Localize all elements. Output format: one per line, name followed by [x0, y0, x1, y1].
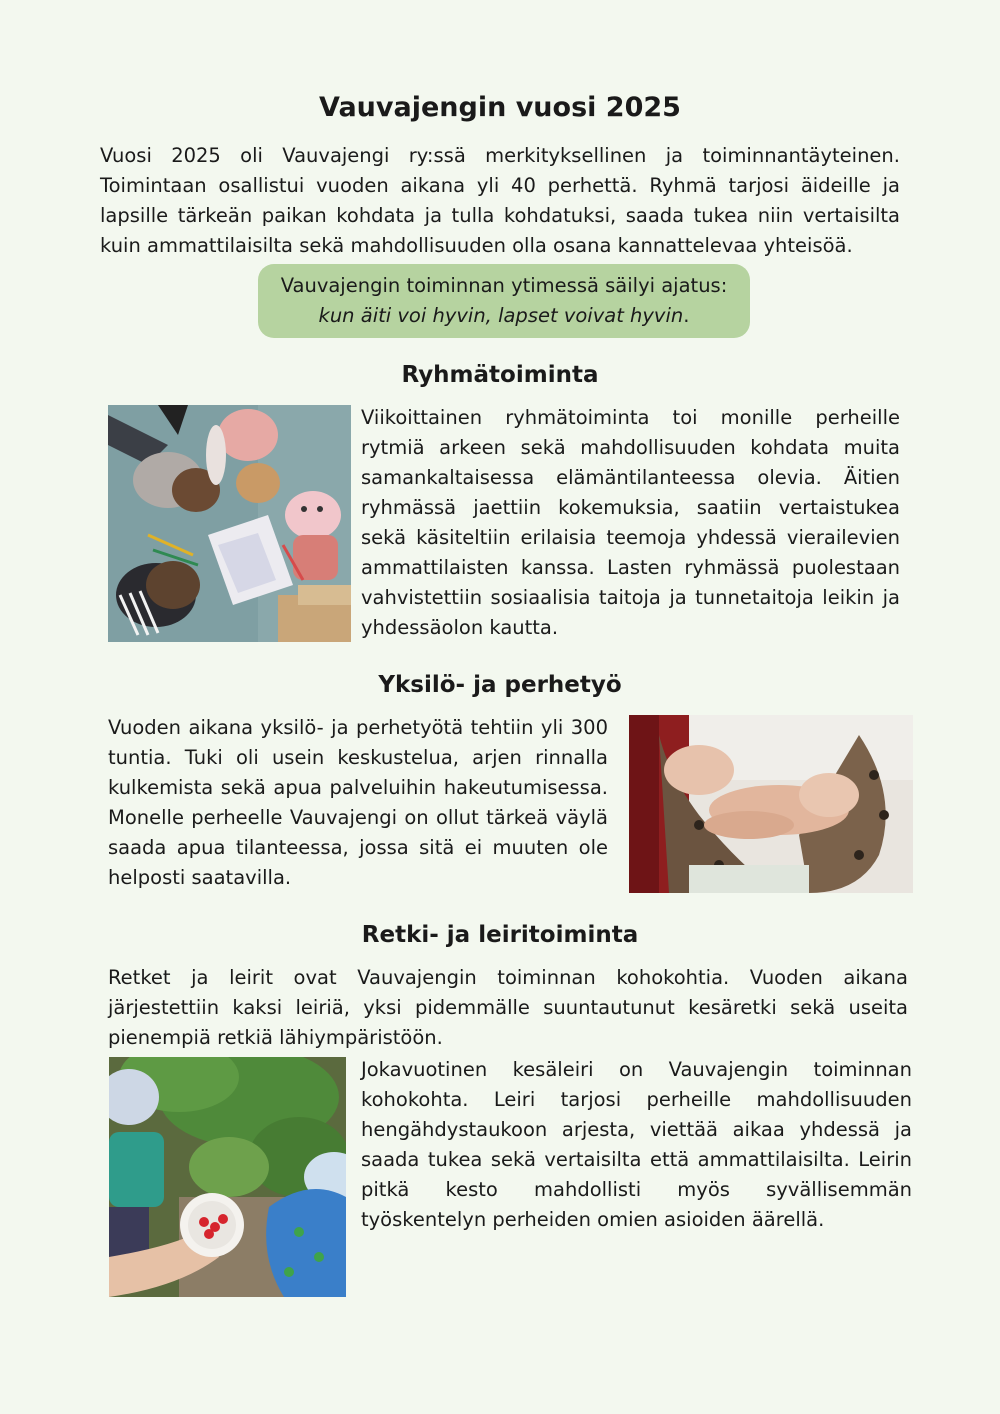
individual-work-paragraph: Vuoden aikana yksilö- ja perhetyötä tehtiin yli 300 tuntia. Tuki oli usein keskustelua, arjen rinnalla kulkemista sekä apua palveluihin hakeutumisessa. Monelle perheelle Vauvajengi on ollut tärkeä väylä saada apua tilanteessa, jossa sitä ei muuten ole helposti saatavilla. [108, 716, 608, 889]
parent-holding-baby-photo [629, 715, 913, 893]
camp-intro-paragraph: Retket ja leirit ovat Vauvajengin toiminnan kohokohtia. Vuoden aikana järjestettiin kaksi leiriä, yksi pidemmälle suuntautunut kesäretki sekä useita pienempiä retkiä lähiympäristöön. [108, 966, 908, 1049]
quote-line-1: Vauvajengin toiminnan ytimessä säilyi ajatus: [280, 274, 728, 297]
quote-box [258, 264, 750, 338]
group-activity-paragraph: Viikoittainen ryhmätoiminta toi monille perheille rytmiä arkeen sekä mahdollisuuden kohdata muita samankaltaisessa elämäntilanteessa olevia. Äitien ryhmässä jaettiin kokemuksia, saatiin vertaistukea sekä käsiteltiin erilaisia teemoja yhdessä vierailevien ammattilaisten kanssa. Lasten ryhmässä puolestaan vahvistettiin sosiaalisia taitoja ja tunnetaitoja leikin ja yhdessäolon kautta. [361, 406, 900, 639]
intro-paragraph: Vuosi 2025 oli Vauvajengi ry:ssä merkityksellinen ja toiminnantäyteinen. Toimintaan osallistui vuoden aikana yli 40 perhettä. Ryhmä tarjosi äideille ja lapsille tärkeän paikan kohdata ja tulla kohdatuksi, saada tukea niin vertaisilta kuin ammattilaisilta sekä mahdollisuuden olla osana kannattelevaa yhteisöä. [100, 144, 900, 257]
quote-emphasis: kun äiti voi hyvin, lapset voivat hyvin [318, 304, 684, 327]
summer-camp-paragraph: Jokavuotinen kesäleiri on Vauvajengin toiminnan kohokohta. Leiri tarjosi perheille mahdollisuuden hengähdystaukoon arjesta, viettää aikaa yhdessä ja saada tukea sekä vertaisilta että ammattilaisilta. Leirin pitkä kesto mahdollisti myös syvällisemmän työskentelyn perheiden omien asioiden äärellä. [361, 1058, 912, 1231]
section-heading-individual-work: Yksilö- ja perhetyö [378, 672, 622, 698]
quote-line-2 [258, 301, 750, 331]
children-drawing-photo [108, 405, 351, 642]
page-title: Vauvajengin vuosi 2025 [319, 92, 681, 123]
berry-bowl-outdoor-photo [109, 1057, 346, 1297]
section-heading-group-activity: Ryhmätoiminta [401, 362, 599, 388]
quote-period: . [683, 304, 690, 327]
section-heading-camp-activity: Retki- ja leiritoiminta [361, 922, 639, 948]
